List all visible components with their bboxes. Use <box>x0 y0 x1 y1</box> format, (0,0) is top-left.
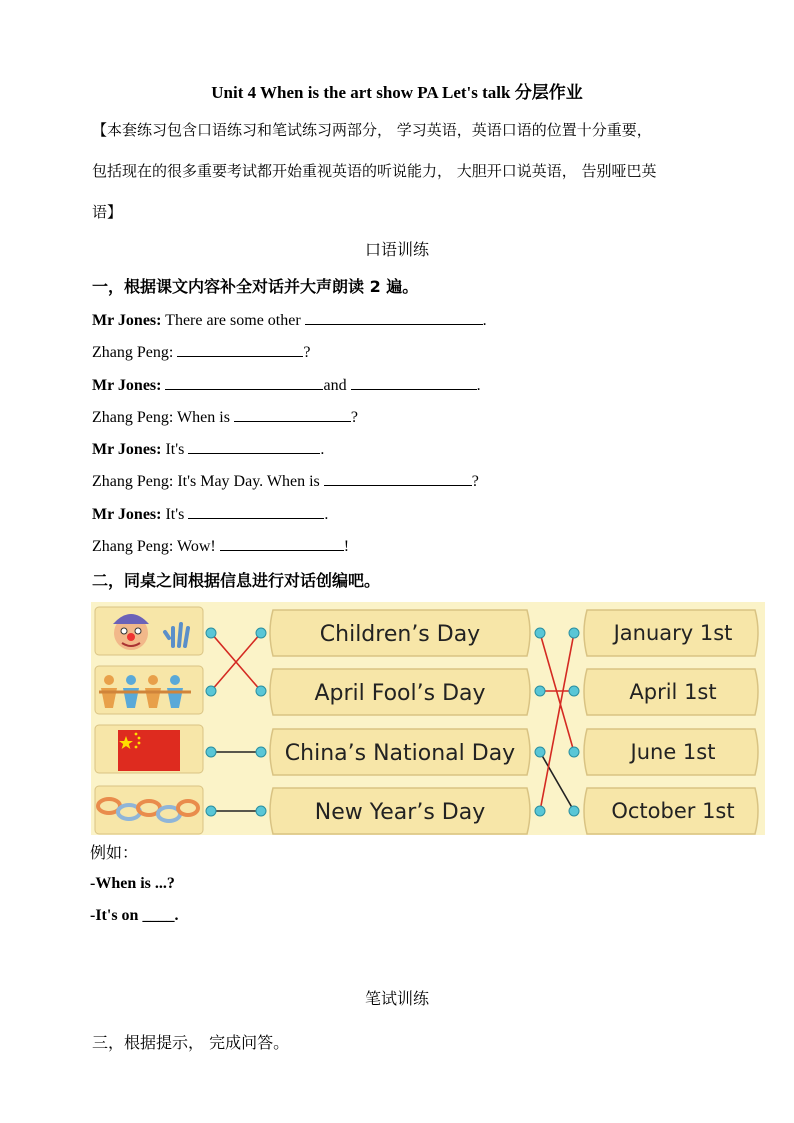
holiday-card <box>270 669 530 715</box>
dialogue-line <box>92 439 324 459</box>
date-label: June 1st <box>630 740 716 764</box>
answer-blank[interactable] <box>220 536 344 551</box>
line-text: There are some other <box>161 312 305 329</box>
dialogue-line <box>92 310 487 330</box>
speaker-name: Mr Jones: <box>92 312 162 329</box>
holiday-matching-illustration <box>91 602 765 835</box>
holiday-card <box>270 729 530 775</box>
speaker-name: Zhang Peng: <box>92 538 174 555</box>
speaker-name: Mr Jones: <box>92 506 162 523</box>
line-end: . <box>320 441 325 458</box>
speaker-name: Mr Jones: <box>92 441 162 458</box>
holiday-label: April Fool’s Day <box>314 681 486 706</box>
date-card <box>584 669 758 715</box>
section-1-title: 一，根据课文内容补全对话并大声朗读 2 遍。 <box>92 277 419 296</box>
example-label: 例如： <box>90 843 139 862</box>
dialogue-line <box>92 342 310 362</box>
line-end: . <box>482 312 487 329</box>
example-answer: -It's on ____. <box>90 907 179 924</box>
dialogue-line <box>92 536 349 556</box>
china-flag-icon <box>95 725 203 773</box>
line-text: Wow! <box>173 538 220 555</box>
holiday-card <box>270 788 530 834</box>
line-end: ? <box>350 409 359 426</box>
page-title: Unit 4 When is the art show PA Let's talk 分层作业 <box>211 83 583 102</box>
answer-blank[interactable] <box>188 504 324 519</box>
intro-line-3: 语】 <box>92 203 123 221</box>
section-2-title: 二，同桌之间根据信息进行对话创编吧。 <box>92 571 381 590</box>
line-text: When is <box>173 409 234 426</box>
section-3-title: 三，根据提示， 完成问答。 <box>92 1033 290 1052</box>
answer-blank[interactable] <box>188 439 320 454</box>
line-end: . <box>476 377 481 394</box>
intro-line-2: 包括现在的很多重要考试都开始重视英语的听说能力， 大胆开口说英语， 告别哑巴英 <box>92 162 657 180</box>
speaker-name: Mr Jones: <box>92 377 162 394</box>
dialogue-line <box>92 407 358 427</box>
line-mid: and <box>323 377 351 394</box>
date-card <box>584 788 758 834</box>
dialogue-line <box>92 504 328 524</box>
dialogue-line <box>92 375 481 395</box>
line-text: It's <box>161 441 189 458</box>
answer-blank[interactable] <box>324 471 472 486</box>
paper-dolls-icon <box>95 666 203 714</box>
date-label: January 1st <box>613 621 733 645</box>
date-label: April 1st <box>629 680 717 704</box>
answer-blank[interactable] <box>305 310 483 325</box>
speaker-name: Zhang Peng: <box>92 344 174 361</box>
clown-icon <box>95 607 203 655</box>
holiday-label: New Year’s Day <box>314 800 486 825</box>
line-end: ? <box>471 473 479 490</box>
matching-graphic <box>91 602 765 835</box>
dialogue-line <box>92 471 479 491</box>
line-end: . <box>324 506 329 523</box>
intro-line-1: 【本套练习包含口语练习和笔试练习两部分， 学习英语，英语口语的位置十分重要， <box>92 121 652 139</box>
date-card <box>584 729 758 775</box>
holiday-card <box>270 610 530 656</box>
date-card <box>584 610 758 656</box>
paper-chain-icon <box>95 786 203 834</box>
example-question: -When is ...? <box>90 875 175 892</box>
written-heading: 笔试训练 <box>364 989 429 1008</box>
answer-blank[interactable] <box>177 342 303 357</box>
date-label: October 1st <box>611 799 735 823</box>
answer-blank[interactable] <box>234 407 351 422</box>
holiday-label: China’s National Day <box>284 741 516 766</box>
speaker-name: Zhang Peng: <box>92 473 174 490</box>
oral-heading: 口语训练 <box>364 240 429 259</box>
line-text: It's <box>161 506 189 523</box>
line-end: ! <box>343 538 350 555</box>
holiday-label: Children’s Day <box>319 622 481 647</box>
answer-blank[interactable] <box>165 375 323 390</box>
line-text: It's May Day. When is <box>173 473 324 490</box>
line-end: ? <box>303 344 311 361</box>
answer-blank[interactable] <box>351 375 477 390</box>
speaker-name: Zhang Peng: <box>92 409 174 426</box>
